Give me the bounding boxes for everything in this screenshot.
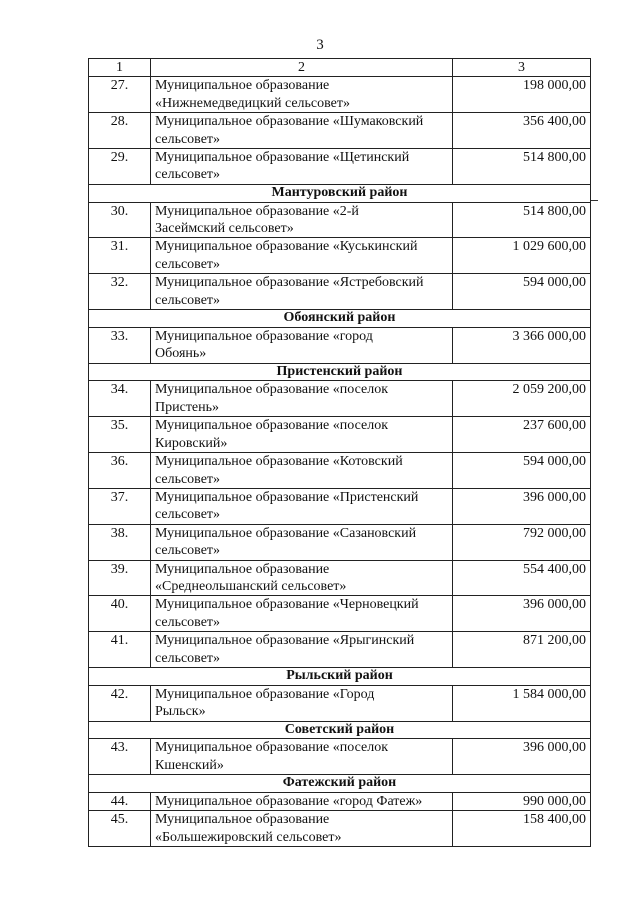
- municipality-name-line: Муниципальное образование «город Фатеж»: [155, 794, 423, 809]
- row-number: 36.: [89, 453, 151, 489]
- municipality-name-line: Пристень»: [155, 399, 220, 415]
- municipality-name-line: Кировский»: [155, 435, 228, 451]
- amount: 237 600,00: [453, 417, 591, 453]
- column-header-3: 3: [453, 59, 591, 77]
- row-number: 35.: [89, 417, 151, 453]
- row-number: 38.: [89, 524, 151, 560]
- municipality-name: [151, 793, 453, 811]
- municipality-name: [151, 560, 453, 596]
- table-row: [89, 793, 591, 811]
- table-row: [89, 202, 591, 238]
- municipality-name-line: сельсовет»: [155, 614, 221, 630]
- municipality-name-line: Муниципальное образование «Сазановский: [155, 525, 417, 541]
- table-row: [89, 596, 591, 632]
- amount: 792 000,00: [453, 524, 591, 560]
- municipality-name-line: Муниципальное образование: [155, 812, 330, 828]
- amount: 158 400,00: [453, 811, 591, 847]
- district-name: Рыльский район: [89, 667, 591, 685]
- municipality-name-line: Кшенский»: [155, 757, 224, 773]
- amount: 871 200,00: [453, 632, 591, 668]
- municipality-name-line: сельсовет»: [155, 256, 221, 272]
- municipality-name-line: сельсовет»: [155, 292, 221, 308]
- municipality-name-line: Рыльск»: [155, 704, 206, 720]
- row-number: 41.: [89, 632, 151, 668]
- column-header-row: [89, 59, 591, 77]
- municipality-name: [151, 524, 453, 560]
- municipality-name-line: «Нижнемедведицкий сельсовет»: [155, 95, 350, 111]
- municipality-name-line: Муниципальное образование «Котовский: [155, 454, 403, 470]
- municipality-name-line: сельсовет»: [155, 131, 221, 147]
- amount: 396 000,00: [453, 488, 591, 524]
- district-name: Пристенский район: [89, 363, 591, 381]
- municipality-name-line: Муниципальное образование «поселок: [155, 418, 388, 434]
- municipality-name-line: Муниципальное образование: [155, 78, 330, 94]
- table-row: [89, 113, 591, 149]
- row-number: 37.: [89, 488, 151, 524]
- municipality-name-line: Обоянь»: [155, 346, 207, 362]
- municipality-name: [151, 202, 453, 238]
- municipality-name-line: «Большежировский сельсовет»: [155, 829, 342, 845]
- municipality-name-line: Муниципальное образование «Ястребовский: [155, 275, 424, 291]
- row-number: 45.: [89, 811, 151, 847]
- municipality-name: [151, 685, 453, 721]
- amount: 1 584 000,00: [453, 685, 591, 721]
- municipality-name-line: Засеймский сельсовет»: [155, 221, 294, 237]
- table-row: [89, 149, 591, 185]
- municipality-name: [151, 811, 453, 847]
- table-row: [89, 488, 591, 524]
- table-row: [89, 632, 591, 668]
- table-row: [89, 685, 591, 721]
- table-body: [89, 59, 591, 847]
- municipality-name: [151, 381, 453, 417]
- margin-mark: [590, 200, 598, 201]
- row-number: 28.: [89, 113, 151, 149]
- amount: 514 800,00: [453, 202, 591, 238]
- row-number: 42.: [89, 685, 151, 721]
- municipality-name: [151, 77, 453, 113]
- municipality-name: [151, 596, 453, 632]
- row-number: 40.: [89, 596, 151, 632]
- allocation-table: [88, 58, 591, 847]
- table-row: [89, 238, 591, 274]
- district-header-row: [89, 775, 591, 793]
- district-name: Мантуровский район: [89, 184, 591, 202]
- district-header-row: [89, 184, 591, 202]
- district-header-row: [89, 667, 591, 685]
- amount: 1 029 600,00: [453, 238, 591, 274]
- row-number: 29.: [89, 149, 151, 185]
- table-row: [89, 77, 591, 113]
- row-number: 32.: [89, 274, 151, 310]
- amount: 514 800,00: [453, 149, 591, 185]
- row-number: 33.: [89, 327, 151, 363]
- column-header-1: 1: [89, 59, 151, 77]
- row-number: 39.: [89, 560, 151, 596]
- municipality-name-line: сельсовет»: [155, 471, 221, 487]
- amount: 594 000,00: [453, 453, 591, 489]
- amount: 356 400,00: [453, 113, 591, 149]
- amount: 396 000,00: [453, 596, 591, 632]
- page-number: 3: [316, 37, 324, 53]
- table-row: [89, 381, 591, 417]
- amount: 3 366 000,00: [453, 327, 591, 363]
- row-number: 43.: [89, 739, 151, 775]
- municipality-name-line: сельсовет»: [155, 167, 221, 183]
- municipality-name-line: сельсовет»: [155, 650, 221, 666]
- municipality-name: [151, 739, 453, 775]
- municipality-name-line: сельсовет»: [155, 507, 221, 523]
- municipality-name-line: «Среднеольшанский сельсовет»: [155, 578, 347, 594]
- municipality-name-line: Муниципальное образование: [155, 561, 330, 577]
- table-row: [89, 417, 591, 453]
- municipality-name: [151, 453, 453, 489]
- municipality-name: [151, 238, 453, 274]
- row-number: 30.: [89, 202, 151, 238]
- municipality-name-line: Муниципальное образование «Черновецкий: [155, 597, 419, 613]
- municipality-name-line: Муниципальное образование «Город: [155, 686, 375, 702]
- amount: 396 000,00: [453, 739, 591, 775]
- amount: 554 400,00: [453, 560, 591, 596]
- table-row: [89, 274, 591, 310]
- municipality-name-line: Муниципальное образование «поселок: [155, 382, 388, 398]
- municipality-name: [151, 327, 453, 363]
- municipality-name: [151, 274, 453, 310]
- amount: 594 000,00: [453, 274, 591, 310]
- municipality-name: [151, 488, 453, 524]
- municipality-name-line: Муниципальное образование «Ярыгинский: [155, 633, 415, 649]
- municipality-name: [151, 417, 453, 453]
- district-name: Обоянский район: [89, 310, 591, 328]
- row-number: 27.: [89, 77, 151, 113]
- row-number: 31.: [89, 238, 151, 274]
- municipality-name-line: Муниципальное образование «Пристенский: [155, 489, 419, 505]
- district-header-row: [89, 363, 591, 381]
- amount: 990 000,00: [453, 793, 591, 811]
- column-header-2: 2: [151, 59, 453, 77]
- table-row: [89, 739, 591, 775]
- row-number: 44.: [89, 793, 151, 811]
- municipality-name: [151, 113, 453, 149]
- municipality-name-line: Муниципальное образование «Щетинский: [155, 150, 410, 166]
- municipality-name-line: сельсовет»: [155, 543, 221, 559]
- table-row: [89, 327, 591, 363]
- district-header-row: [89, 721, 591, 739]
- municipality-name: [151, 632, 453, 668]
- table-row: [89, 453, 591, 489]
- amount: 198 000,00: [453, 77, 591, 113]
- municipality-name-line: Муниципальное образование «поселок: [155, 740, 388, 756]
- municipality-name: [151, 149, 453, 185]
- district-header-row: [89, 310, 591, 328]
- municipality-name-line: Муниципальное образование «Куськинский: [155, 239, 418, 255]
- table-row: [89, 811, 591, 847]
- district-name: Советский район: [89, 721, 591, 739]
- amount: 2 059 200,00: [453, 381, 591, 417]
- municipality-name-line: Муниципальное образование «город: [155, 328, 373, 344]
- table-row: [89, 524, 591, 560]
- row-number: 34.: [89, 381, 151, 417]
- district-name: Фатежский район: [89, 775, 591, 793]
- table-row: [89, 560, 591, 596]
- municipality-name-line: Муниципальное образование «2-й: [155, 203, 359, 219]
- municipality-name-line: Муниципальное образование «Шумаковский: [155, 114, 424, 130]
